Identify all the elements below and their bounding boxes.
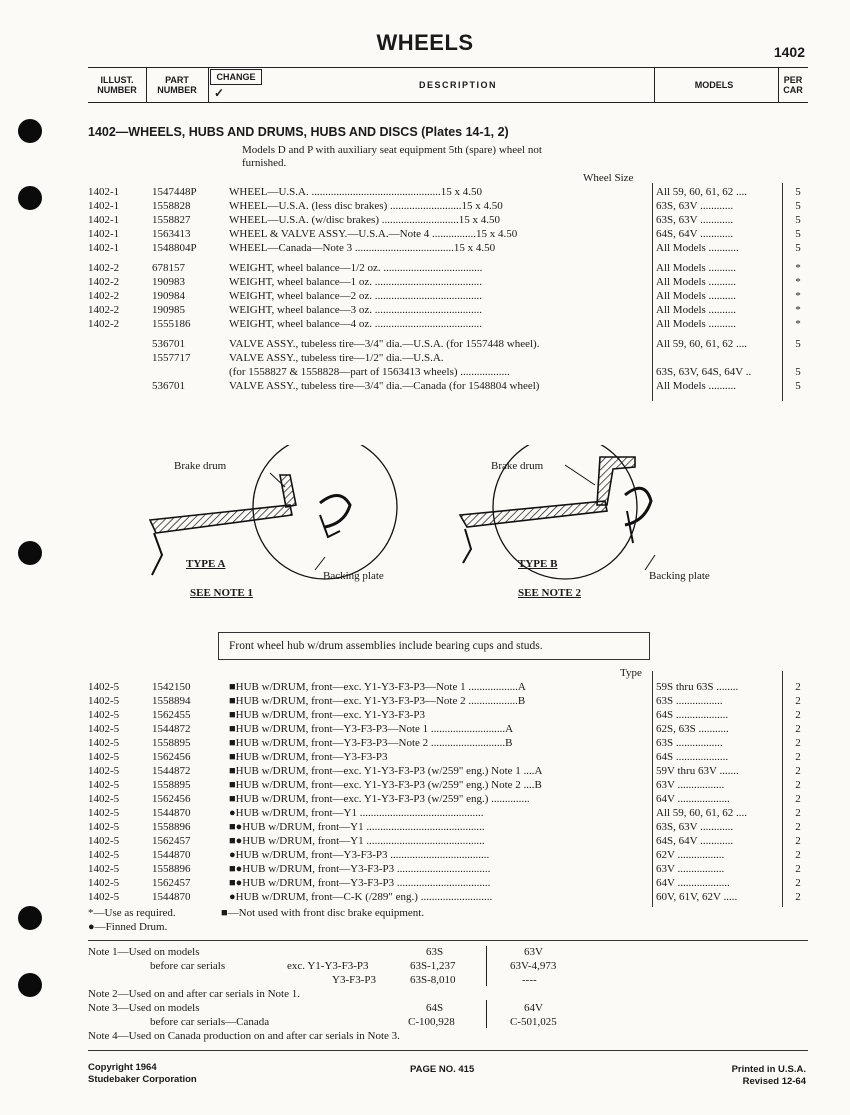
- cell-models: 62V .................: [656, 849, 725, 861]
- cell-desc: WEIGHT, wheel balance—4 oz. .......................................: [229, 318, 483, 330]
- cell-qty: 2: [795, 709, 801, 721]
- header-change: CHANGE: [210, 69, 262, 85]
- cell-desc: ■HUB w/DRUM, front—Y3-F3-P3—Note 2 ...........................B: [229, 737, 513, 749]
- cell-models: 60V, 61V, 62V .....: [656, 891, 738, 903]
- cell-part: 190983: [152, 276, 185, 288]
- cell-models: All Models ..........: [656, 290, 737, 302]
- cell-qty: 5: [795, 380, 801, 392]
- cell-desc: ■HUB w/DRUM, front—exc. Y1-Y3-F3-P3 (w/259" eng.) Note 2 ....B: [229, 779, 542, 791]
- cell-part: 1548804P: [152, 242, 197, 254]
- cell-models: 63V .................: [656, 863, 725, 875]
- cell-qty: 2: [795, 863, 801, 875]
- cell-desc: ●HUB w/DRUM, front—C-K (/289" eng.) ..........................: [229, 891, 493, 903]
- header-illust-number: ILLUST. NUMBER: [97, 75, 137, 95]
- cell-part: 1558896: [152, 863, 191, 875]
- cell-models: 63S .................: [656, 737, 723, 749]
- cell-part: 1562456: [152, 751, 191, 763]
- cell-illus: 1402-1: [88, 200, 120, 212]
- cell-illus: 1402-5: [88, 807, 120, 819]
- label-see-note-1: SEE NOTE 1: [190, 587, 253, 599]
- label-type-a: TYPE A: [186, 558, 226, 570]
- note-1-col1-head: 63S: [426, 946, 444, 958]
- cell-desc: ■●HUB w/DRUM, front—Y1 ...........................................: [229, 821, 485, 833]
- note-3-col2-head: 64V: [524, 1002, 543, 1014]
- cell-part: 1544872: [152, 765, 191, 777]
- cell-qty: *: [795, 304, 801, 316]
- cell-models: All 59, 60, 61, 62 ....: [656, 807, 748, 819]
- note-1-col2-v1: 63V-4,973: [510, 960, 557, 972]
- cell-illus: 1402-2: [88, 304, 120, 316]
- cell-qty: 5: [795, 214, 801, 226]
- binder-hole: [18, 119, 42, 143]
- cell-qty: 2: [795, 849, 801, 861]
- cell-models: 63S, 63V ............: [656, 200, 734, 212]
- cell-illus: 1402-2: [88, 276, 120, 288]
- cell-qty: 2: [795, 807, 801, 819]
- cell-part: 536701: [152, 338, 185, 350]
- cell-desc: WEIGHT, wheel balance—3 oz. .......................................: [229, 304, 483, 316]
- cell-part: 1544872: [152, 723, 191, 735]
- check-mark-icon: ✓: [213, 86, 225, 100]
- cell-illus: 1402-5: [88, 695, 120, 707]
- cell-illus: 1402-5: [88, 849, 120, 861]
- cell-desc: WHEEL—U.S.A. (w/disc brakes) ............................15 x 4.50: [229, 214, 500, 226]
- label-backing-plate-b: Backing plate: [649, 570, 710, 582]
- binder-hole: [18, 973, 42, 997]
- divider: [88, 1050, 808, 1051]
- cell-desc: ■HUB w/DRUM, front—exc. Y1-Y3-F3-P3 (w/259" eng.) ..............: [229, 793, 530, 805]
- legend-square: ■—Not used with front disc brake equipment.: [221, 907, 425, 919]
- cell-qty: *: [795, 262, 801, 274]
- cell-qty: 2: [795, 765, 801, 777]
- cell-illus: 1402-5: [88, 723, 120, 735]
- cell-desc: WHEEL—U.S.A. (less disc brakes) ..........................15 x 4.50: [229, 200, 503, 212]
- note-3: Note 3—Used on models: [88, 1002, 200, 1014]
- cell-desc: ●HUB w/DRUM, front—Y3-F3-P3 ....................................: [229, 849, 490, 861]
- cell-part: 1558828: [152, 200, 191, 212]
- cell-models: 63S, 63V ............: [656, 821, 734, 833]
- note-3-col2-v1: C-501,025: [510, 1016, 557, 1028]
- cell-part: 1542150: [152, 681, 191, 693]
- cell-qty: 2: [795, 793, 801, 805]
- cell-models: All Models ...........: [656, 242, 739, 254]
- cell-models: 63S .................: [656, 695, 723, 707]
- cell-qty: 2: [795, 835, 801, 847]
- cell-part: 1562455: [152, 709, 191, 721]
- cell-desc: ■HUB w/DRUM, front—Y3-F3-P3—Note 1 ...........................A: [229, 723, 514, 735]
- cell-part: 1562457: [152, 877, 191, 889]
- cell-desc: WHEEL & VALVE ASSY.—U.S.A.—Note 4 ................15 x 4.50: [229, 228, 518, 240]
- cell-part: 1544870: [152, 849, 191, 861]
- cell-part: 1544870: [152, 891, 191, 903]
- cell-models: 64S, 64V ............: [656, 835, 734, 847]
- cell-illus: 1402-5: [88, 765, 120, 777]
- note-1: Note 1—Used on models: [88, 946, 200, 958]
- page-number: PAGE NO. 415: [410, 1064, 475, 1075]
- cell-qty: 2: [795, 723, 801, 735]
- cell-qty: 2: [795, 821, 801, 833]
- column-rule: [782, 671, 783, 907]
- cell-qty: 5: [795, 186, 801, 198]
- cell-illus: 1402-5: [88, 891, 120, 903]
- section-heading: 1402—WHEELS, HUBS AND DRUMS, HUBS AND DISCS (Plates 14-1, 2): [88, 125, 509, 139]
- cell-desc: ■HUB w/DRUM, front—Y3-F3-P3: [229, 751, 388, 763]
- cell-models: 64S ...................: [656, 751, 729, 763]
- cell-part: 1558894: [152, 695, 191, 707]
- note-1-col2-head: 63V: [524, 946, 543, 958]
- cell-part: 1544870: [152, 807, 191, 819]
- cell-qty: 5: [795, 338, 801, 350]
- cell-qty: 5: [795, 228, 801, 240]
- cell-desc: VALVE ASSY., tubeless tire—3/4" dia.—U.S.A. (for 1557448 wheel).: [229, 338, 540, 350]
- note-1-col2-v2: ----: [522, 974, 537, 986]
- cell-part: 1562456: [152, 793, 191, 805]
- cell-desc: ■HUB w/DRUM, front—exc. Y1-Y3-F3-P3: [229, 709, 425, 721]
- type-label: Type: [620, 667, 642, 679]
- cell-desc: WHEEL—Canada—Note 3 ....................................15 x 4.50: [229, 242, 496, 254]
- cell-illus: 1402-5: [88, 863, 120, 875]
- header-per-car: PER CAR: [783, 75, 803, 95]
- column-rule: [652, 671, 653, 907]
- note-4: Note 4—Used on Canada production on and after car serials in Note 3.: [88, 1030, 400, 1042]
- printed-in: Printed in U.S.A.: [731, 1064, 806, 1075]
- intro-text: Models D and P with auxiliary seat equipment 5th (spare) wheel not: [242, 144, 542, 156]
- cell-desc: WEIGHT, wheel balance—2 oz. .......................................: [229, 290, 483, 302]
- cell-qty: *: [795, 318, 801, 330]
- cell-illus: 1402-5: [88, 793, 120, 805]
- cell-part: 1563413: [152, 228, 191, 240]
- cell-illus: 1402-5: [88, 737, 120, 749]
- cell-illus: 1402-1: [88, 228, 120, 240]
- cell-part: 190985: [152, 304, 185, 316]
- cell-part: 1562457: [152, 835, 191, 847]
- note-3-col1-v1: C-100,928: [408, 1016, 455, 1028]
- cell-part: 1555186: [152, 318, 191, 330]
- divider: [88, 940, 808, 941]
- cell-models: All Models ..........: [656, 304, 737, 316]
- header-description: DESCRIPTION: [418, 80, 497, 90]
- label-see-note-2: SEE NOTE 2: [518, 587, 581, 599]
- cell-models: 63V .................: [656, 779, 725, 791]
- page-title: WHEELS: [376, 30, 474, 55]
- binder-hole: [18, 186, 42, 210]
- cell-qty: 5: [795, 242, 801, 254]
- cell-desc: ■●HUB w/DRUM, front—Y3-F3-P3 ..................................: [229, 877, 491, 889]
- column-rule: [652, 183, 653, 401]
- cell-illus: 1402-1: [88, 214, 120, 226]
- cell-models: All Models ..........: [656, 380, 737, 392]
- cell-desc: WHEEL—U.S.A. ...............................................15 x 4.50: [229, 186, 482, 198]
- cell-desc: ■HUB w/DRUM, front—exc. Y1-Y3-F3-P3—Note 1 ..................A: [229, 681, 526, 693]
- cell-qty: *: [795, 290, 801, 302]
- cell-illus: 1402-5: [88, 709, 120, 721]
- cell-part: 1558895: [152, 779, 191, 791]
- cell-models: 62S, 63S ...........: [656, 723, 729, 735]
- column-header: [88, 67, 808, 103]
- note-1-exc: exc. Y1-Y3-F3-P3: [287, 960, 369, 972]
- cell-illus: 1402-2: [88, 318, 120, 330]
- cell-illus: 1402-5: [88, 835, 120, 847]
- cell-illus: 1402-5: [88, 821, 120, 833]
- cell-models: All 59, 60, 61, 62 ....: [656, 186, 748, 198]
- cell-illus: 1402-5: [88, 877, 120, 889]
- cell-illus: 1402-5: [88, 779, 120, 791]
- cell-models: 64S ...................: [656, 709, 729, 721]
- label-brake-drum-a: Brake drum: [174, 460, 227, 472]
- cell-qty: 5: [795, 366, 801, 378]
- section-number: 1402: [773, 44, 805, 60]
- note-3-col1-head: 64S: [426, 1002, 444, 1014]
- cell-part: 678157: [152, 262, 185, 274]
- cell-models: All Models ..........: [656, 262, 737, 274]
- cell-part: 1558895: [152, 737, 191, 749]
- copyright-line2: Studebaker Corporation: [88, 1074, 197, 1085]
- cell-desc: WEIGHT, wheel balance—1/2 oz. ....................................: [229, 262, 483, 274]
- cell-qty: 2: [795, 891, 801, 903]
- label-type-b: TYPE B: [518, 558, 558, 570]
- cell-models: 63S, 63V, 64S, 64V ..: [656, 366, 752, 378]
- column-rule: [782, 183, 783, 401]
- cell-qty: 2: [795, 681, 801, 693]
- cell-illus: 1402-2: [88, 290, 120, 302]
- cell-desc: ■●HUB w/DRUM, front—Y3-F3-P3 ..................................: [229, 863, 491, 875]
- cell-part: 536701: [152, 380, 185, 392]
- cell-qty: 2: [795, 779, 801, 791]
- cell-illus: 1402-5: [88, 681, 120, 693]
- cell-qty: [790, 351, 806, 365]
- cell-desc: VALVE ASSY., tubeless tire—1/2" dia.—U.S.A.: [229, 352, 444, 364]
- cell-models: All Models ..........: [656, 276, 737, 288]
- cell-illus: 1402-1: [88, 186, 120, 198]
- cell-qty: 2: [795, 877, 801, 889]
- label-backing-plate-a: Backing plate: [323, 570, 384, 582]
- cell-qty: 2: [795, 695, 801, 707]
- note-1-col1-v1: 63S-1,237: [410, 960, 456, 972]
- cell-desc: ●HUB w/DRUM, front—Y1 .............................................: [229, 807, 484, 819]
- note-1-col1-v2: 63S-8,010: [410, 974, 456, 986]
- cell-illus: 1402-1: [88, 242, 120, 254]
- cell-models: 64V ...................: [656, 793, 730, 805]
- note-2: Note 2—Used on and after car serials in Note 1.: [88, 988, 300, 1000]
- binder-hole: [18, 541, 42, 565]
- cell-models: All Models ..........: [656, 318, 737, 330]
- cell-models: 59V thru 63V .......: [656, 765, 739, 777]
- note-divider: [486, 1000, 487, 1028]
- hub-assembly-note: Front wheel hub w/drum assemblies include bearing cups and studs.: [218, 632, 650, 660]
- copyright-line1: Copyright 1964: [88, 1062, 157, 1073]
- cell-qty: *: [795, 276, 801, 288]
- cell-models: [656, 351, 782, 365]
- note-3-serials: before car serials—Canada: [150, 1016, 270, 1028]
- cell-qty: 2: [795, 751, 801, 763]
- note-divider: [486, 946, 487, 986]
- legend-asterisk: *—Use as required.: [88, 907, 176, 919]
- cell-models: 59S thru 63S ........: [656, 681, 739, 693]
- cell-illus: 1402-2: [88, 262, 120, 274]
- binder-hole: [18, 906, 42, 930]
- intro-text: furnished.: [242, 157, 287, 169]
- cell-part: 1558827: [152, 214, 191, 226]
- cell-models: All 59, 60, 61, 62 ....: [656, 338, 748, 350]
- cell-part: 1558896: [152, 821, 191, 833]
- cell-illus: 1402-5: [88, 751, 120, 763]
- cell-models: 64V ...................: [656, 877, 730, 889]
- header-models: MODELS: [694, 80, 734, 90]
- revised-date: Revised 12-64: [742, 1076, 806, 1087]
- cell-qty: 5: [795, 200, 801, 212]
- cell-desc: ■HUB w/DRUM, front—exc. Y1-Y3-F3-P3 (w/259" eng.) Note 1 ....A: [229, 765, 543, 777]
- cell-desc: ■HUB w/DRUM, front—exc. Y1-Y3-F3-P3—Note 2 ..................B: [229, 695, 526, 707]
- note-1-y3: Y3-F3-P3: [332, 974, 377, 986]
- cell-part: 190984: [152, 290, 185, 302]
- cell-part: 1557717: [152, 352, 191, 364]
- header-part-number: PART NUMBER: [157, 75, 197, 95]
- wheel-size-label: Wheel Size: [583, 172, 634, 184]
- label-brake-drum-b: Brake drum: [491, 460, 544, 472]
- cell-part: 1547448P: [152, 186, 197, 198]
- cell-models: 64S, 64V ............: [656, 228, 734, 240]
- cell-desc: (for 1558827 & 1558828—part of 1563413 wheels) ..................: [229, 366, 510, 378]
- cell-models: 63S, 63V ............: [656, 214, 734, 226]
- note-1-serials: before car serials: [150, 960, 226, 972]
- cell-qty: 2: [795, 737, 801, 749]
- cell-desc: ■●HUB w/DRUM, front—Y1 ...........................................: [229, 835, 485, 847]
- cell-desc: VALVE ASSY., tubeless tire—3/4" dia.—Canada (for 1548804 wheel): [229, 380, 540, 392]
- cell-desc: WEIGHT, wheel balance—1 oz. .......................................: [229, 276, 483, 288]
- legend-finned: ●—Finned Drum.: [88, 921, 168, 933]
